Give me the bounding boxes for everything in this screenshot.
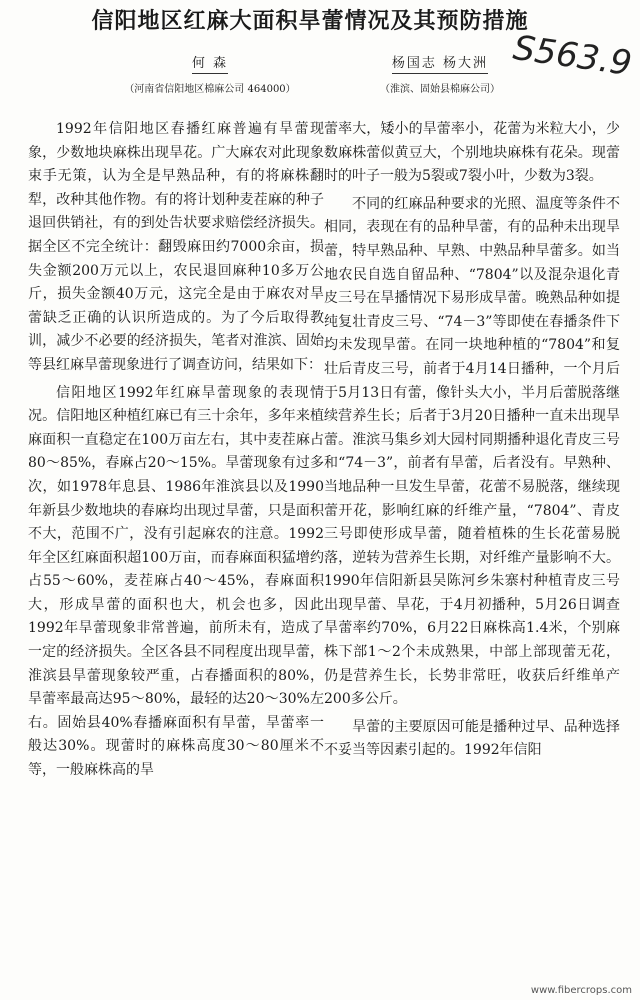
watermark: www.fibercrops.com [530,985,632,996]
body-column-right [324,118,620,998]
author-affiliation: （河南省信阳地区棉麻公司 464000） [124,84,296,95]
author-names: 何 森 [192,52,228,74]
author-block-left [100,52,320,95]
paragraph: 蕾率大，矮小的旱蕾率小，花蕾为米粒大小，少数麻株蕾似黄豆大，个别地块麻株有花朵。现蕾时的叶子一般为5裂或7裂小叶，少数为3裂。 [324,121,620,185]
paragraph: 旱蕾的主要原因可能是播种过早、品种选择不妥当等因素引起的。1992年信阳 [324,718,620,759]
paragraph: 1992年信阳地区春播红麻普遍有旱蕾现象，少数地块麻株出现旱花。广大麻农对此现象束手无策，认为全是早熟品种，有的将麻株翻犁，改种其他作物。有的将计划种麦茬麻的种子退回供销社，有的到处告状要求赔偿经济损失。据全区不完全统计：翻毁麻田约7000余亩，损失金额200万元以上，农民退回麻种10多万公斤，损失金额40万元，这完全是由于麻农对旱蕾缺乏正确的认识所造成的。为了今后取得教训，减少不必要的经济损失，笔者对淮滨、固始等县红麻旱蕾现象进行了调查访问，结果如下： [28,121,324,373]
author-names: 杨国志 杨大洲 [392,52,488,74]
paragraph: 信阳地区1992年红麻旱蕾现象的表现情况。信阳地区种植红麻已有三十余年，多年来植麻面积一直稳定在100万亩左右，其中麦茬麻占80～85%，春麻占20～15%。旱蕾现象有过多次，如1978年息县、1986年淮滨县以及1990年新县少数地块的春麻均出现过旱蕾，只是面积不大，范围不广，没有引起麻农的注意。1992年全区红麻面积超100万亩，而春麻面积猛增约占55～60%，麦茬麻占40～45%，春麻面积大，形成旱蕾的面积也大，机会也多，因此1992年旱蕾现象非常普遍，前所未有，造成了一定的经济损失。全区各县不同程度出现旱蕾，淮滨县旱蕾现象较严重，占春播面积的80%，旱蕾率最高达95～80%，最轻的达20～30%左右。固始县40%春播麻面积有旱蕾，旱蕾率一般达30%。现蕾时的麻株高度30～80厘米不等，一般麻株高的旱 [28,384,324,779]
author-affiliation: （淮滨、固始县棉麻公司） [380,84,500,95]
paragraph: 不同的红麻品种要求的光照、温度等条件不相同，表现在有的品种旱蕾，有的品种未出现旱蕾，特早熟品种、早熟、中熟品种旱蕾多。如当地农民自选自留品种、“7804”以及混杂退化青皮三号在旱播情况下易形成旱蕾。晚熟品种如提纯复壮青皮三号、“74－3”等即使在春播条件下均未发现旱蕾。在同一块地种植的“7804”和复壮后青皮三号，前者于4月14日播种，一个月后于5月13日有蕾，像针头大小，半月后蕾脱落继续营养生长；后者于3月20日播种一直未出现旱蕾。淮滨马集乡刘大园村同期播种退化青皮三号和“74－3”，前者有旱蕾，后者没有。早熟种、当地品种一旦发生旱蕾，花蕾不易脱落，继续现蕾开花，影响红麻的纤维产量，“7804”、青皮三号即使形成旱蕾，随着植株的生长花蕾易脱落，逆转为营养生长期，对纤维产量影响不大。1990年信阳新县吴陈河乡朱寨村种植青皮三号出现旱蕾、旱花，于4月初播种，5月26日调查旱蕾率约70%，6月22日麻株高1.4米，个别麻株下部1～2个未成熟果，中部上部现蕾无花，仍是营养生长，长势非常旺，收获后纤维单产200多公斤。 [324,195,620,708]
handwritten-annotation: S563.9 [510,27,635,85]
author-block-right [340,52,540,95]
paper-title: 信阳地区红麻大面积旱蕾情况及其预防措施 [91,9,529,34]
body-column-left [28,118,324,998]
